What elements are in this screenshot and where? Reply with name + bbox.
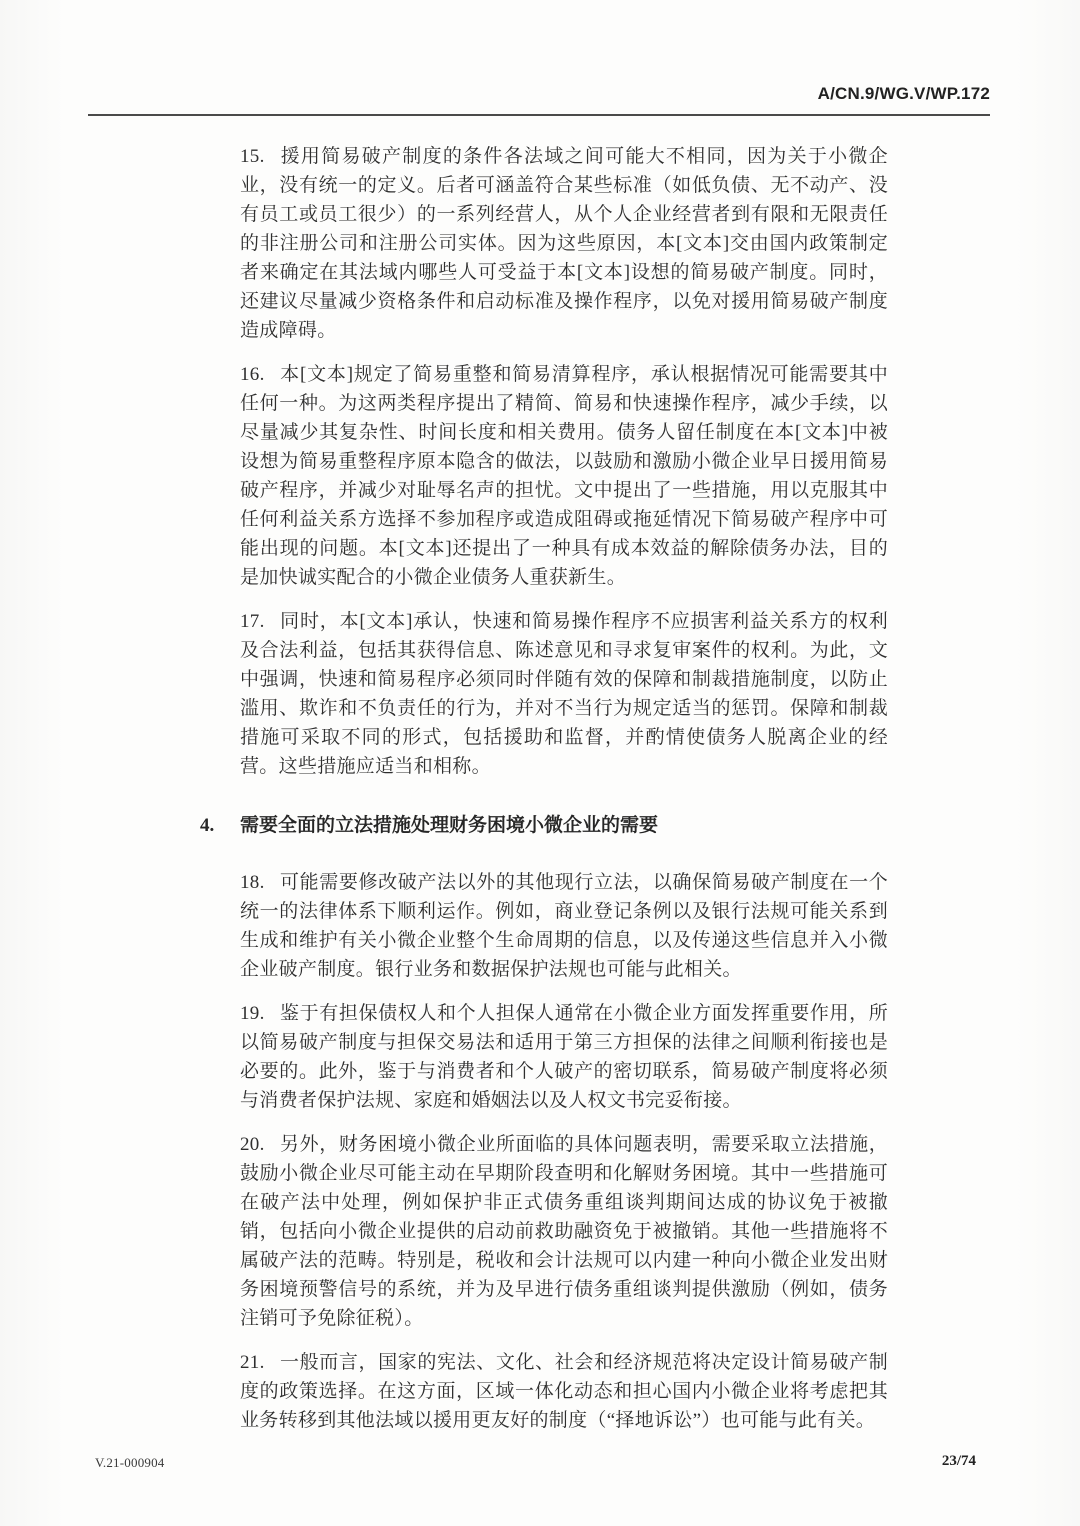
paragraph-16 <box>240 360 888 592</box>
paragraph-18 <box>240 868 888 984</box>
document-symbol: A/CN.9/WG.V/WP.172 <box>817 84 990 103</box>
footer-doc-id: V.21-000904 <box>95 1455 165 1470</box>
header-divider <box>88 114 990 116</box>
paragraph-21 <box>240 1348 888 1435</box>
paragraph-17 <box>240 607 888 781</box>
section-title: 需要全面的立法措施处理财务困境小微企业的需要 <box>240 815 659 836</box>
footer-page-number: 23/74 <box>941 1453 976 1469</box>
paragraph-number: 17. <box>240 611 265 632</box>
paragraph-text: 鉴于有担保债权人和个人担保人通常在小微企业方面发挥重要作用，所以简易破产制度与担保交易法和适用于第三方担保的法律之间顺利衔接也是必要的。此外，鉴于与消费者和个人破产的密切联系，简易破产制度将必须与消费者保护法规、家庭和婚姻法以及人权文书完妥衔接。 <box>240 1003 888 1111</box>
paragraph-19 <box>240 999 888 1115</box>
section-heading-4 <box>200 811 888 840</box>
paragraph-text: 援用简易破产制度的条件各法域之间可能大不相同，因为关于小微企业，没有统一的定义。后者可涵盖符合某些标准（如低负债、无不动产、没有员工或员工很少）的一系列经营人，从个人企业经营者到有限和无限责任的非注册公司和注册公司实体。因为这些原因，本[文本]交由国内政策制定者来确定在其法域内哪些人可受益于本[文本]设想的简易破产制度。同时，还建议尽量减少资格条件和启动标准及操作程序，以免对援用简易破产制度造成障碍。 <box>240 146 888 341</box>
paragraph-text: 可能需要修改破产法以外的其他现行立法，以确保简易破产制度在一个统一的法律体系下顺利运作。例如，商业登记条例以及银行法规可能关系到生成和维护有关小微企业整个生命周期的信息，以及传递这些信息并入小微企业破产制度。银行业务和数据保护法规也可能与此相关。 <box>240 872 888 980</box>
paragraph-20 <box>240 1130 888 1333</box>
paragraph-15 <box>240 142 888 345</box>
document-body <box>200 142 888 1450</box>
paragraph-number: 18. <box>240 872 265 893</box>
paragraph-text: 另外，财务困境小微企业所面临的具体问题表明，需要采取立法措施，鼓励小微企业尽可能主动在早期阶段查明和化解财务困境。其中一些措施可在破产法中处理，例如保护非正式债务重组谈判期间达成的协议免于被撤销，包括向小微企业提供的启动前救助融资免于被撤销。其他一些措施将不属破产法的范畴。特别是，税收和会计法规可以内建一种向小微企业发出财务困境预警信号的系统，并为及早进行债务重组谈判提供激励（例如，债务注销可予免除征税）。 <box>240 1134 888 1329</box>
paragraph-number: 21. <box>240 1352 265 1373</box>
section-number: 4. <box>200 815 215 836</box>
paragraph-number: 20. <box>240 1134 265 1155</box>
paragraph-number: 16. <box>240 364 265 385</box>
paragraph-number: 15. <box>240 146 265 167</box>
paragraph-text: 同时，本[文本]承认，快速和简易操作程序不应损害利益关系方的权利及合法利益，包括其获得信息、陈述意见和寻求复审案件的权利。为此，文中强调，快速和简易程序必须同时伴随有效的保障和制裁措施制度，以防止滥用、欺诈和不负责任的行为，并对不当行为规定适当的惩罚。保障和制裁措施可采取不同的形式，包括援助和监督，并酌情使债务人脱离企业的经营。这些措施应适当和相称。 <box>240 611 888 777</box>
paragraph-text: 一般而言，国家的宪法、文化、社会和经济规范将决定设计简易破产制度的政策选择。在这方面，区域一体化动态和担心国内小微企业将考虑把其业务转移到其他法域以援用更友好的制度（“择地诉讼”）也可能与此有关。 <box>240 1352 888 1431</box>
paragraph-number: 19. <box>240 1003 265 1024</box>
paragraph-text: 本[文本]规定了简易重整和简易清算程序，承认根据情况可能需要其中任何一种。为这两类程序提出了精简、简易和快速操作程序，减少手续，以尽量减少其复杂性、时间长度和相关费用。债务人留任制度在本[文本]中被设想为简易重整程序原本隐含的做法，以鼓励和激励小微企业早日援用简易破产程序，并减少对耻辱名声的担忧。文中提出了一些措施，用以克服其中任何利益关系方选择不参加程序或造成阻碍或拖延情况下简易破产程序中可能出现的问题。本[文本]还提出了一种具有成本效益的解除债务办法，目的是加快诚实配合的小微企业债务人重获新生。 <box>240 364 888 588</box>
